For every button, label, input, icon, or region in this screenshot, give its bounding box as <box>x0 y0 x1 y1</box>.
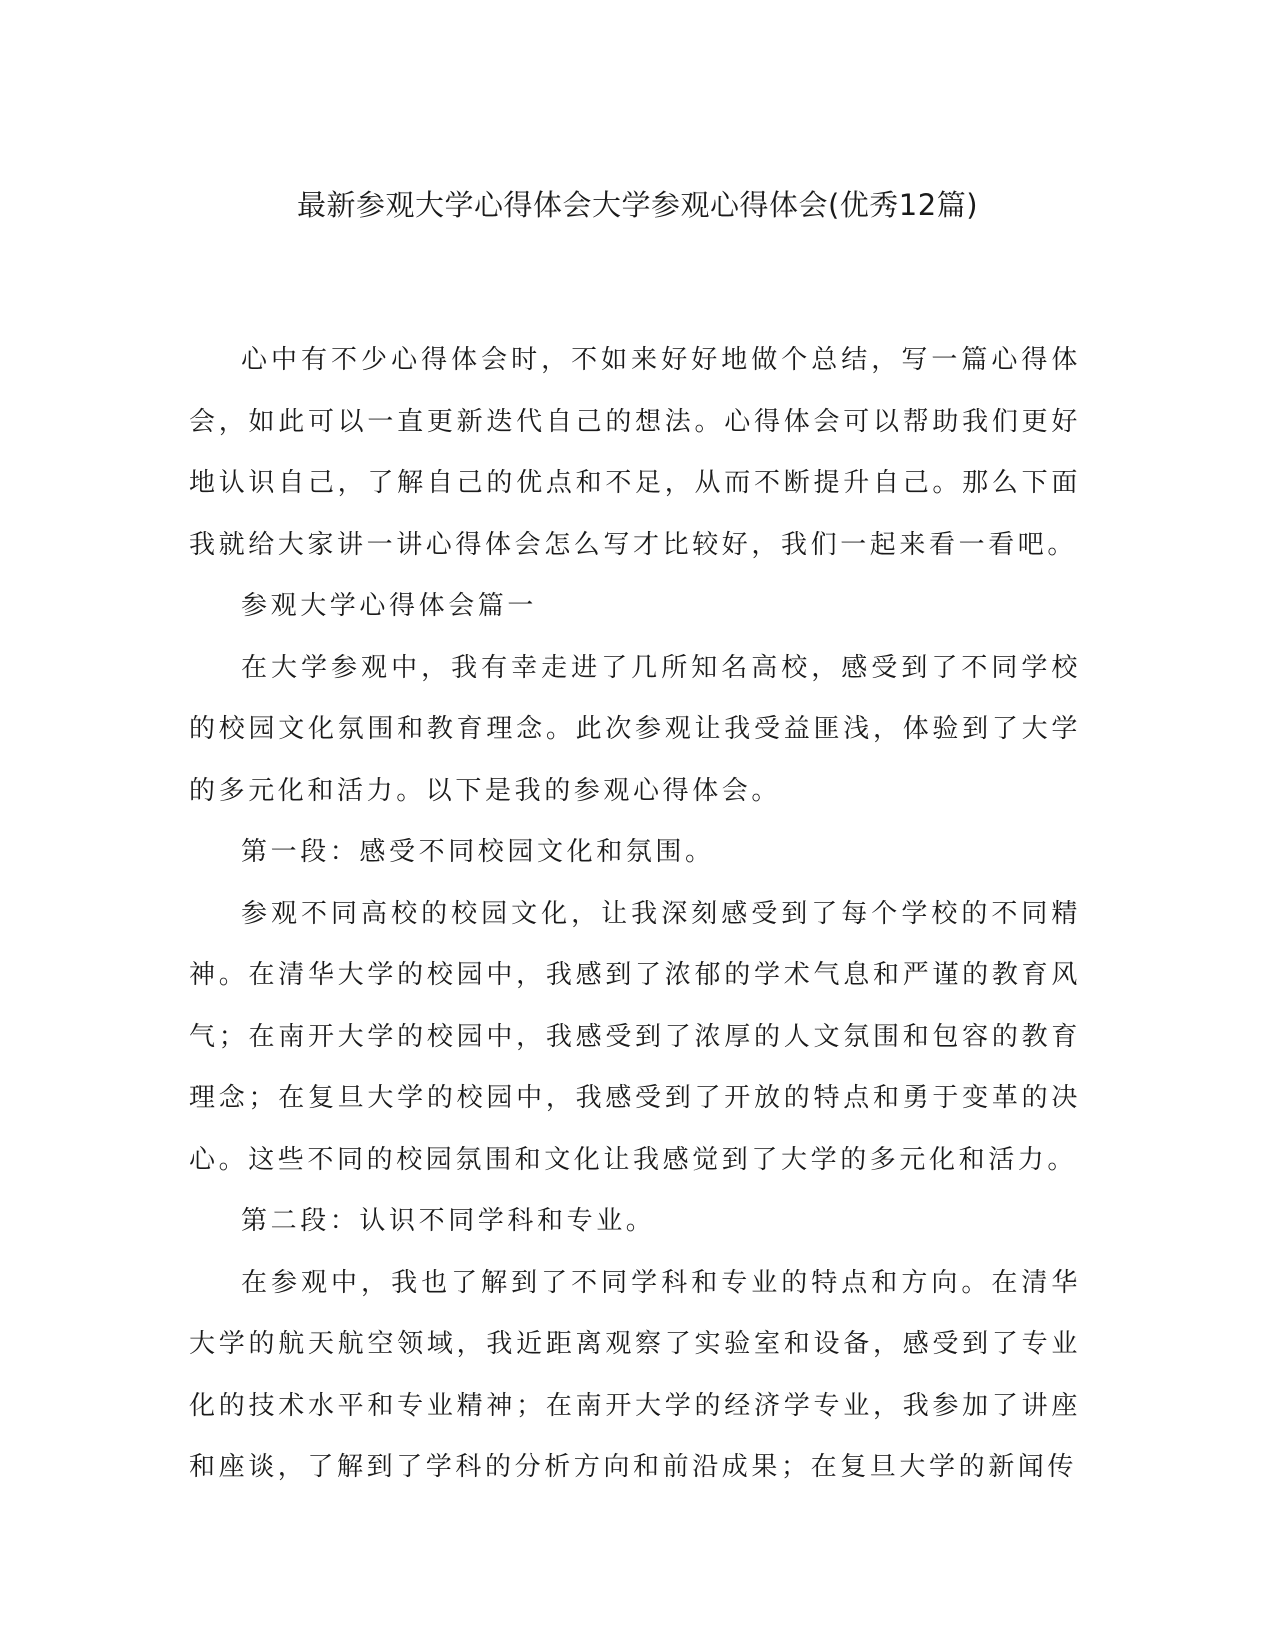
document-body <box>189 330 1081 1499</box>
paragraph: 在大学参观中，我有幸走进了几所知名高校，感受到了不同学校的校园文化氛围和教育理念。此次参观让我受益匪浅，体验到了大学的多元化和活力。以下是我的参观心得体会。 <box>189 652 1081 806</box>
paragraph: 在参观中，我也了解到了不同学科和专业的特点和方向。在清华大学的航天航空领域，我近距离观察了实验室和设备，感受到了专业化的技术水平和专业精神；在南开大学的经济学专业，我参加了讲座和座谈，了解到了学科的分析方向和前沿成果；在复旦大学的新闻传 <box>189 1267 1081 1482</box>
subheading-first-section: 第一段：感受不同校园文化和氛围。 <box>241 837 715 867</box>
section-heading-part-one: 参观大学心得体会篇一 <box>241 591 538 621</box>
paragraph: 参观不同高校的校园文化，让我深刻感受到了每个学校的不同精神。在清华大学的校园中，我感到了浓郁的学术气息和严谨的教育风气；在南开大学的校园中，我感受到了浓厚的人文氛围和包容的教育理念；在复旦大学的校园中，我感受到了开放的特点和勇于变革的决心。这些不同的校园氛围和文化让我感觉到了大学的多元化和活力。 <box>189 898 1081 1175</box>
subheading-second-section: 第二段：认识不同学科和专业。 <box>241 1206 656 1236</box>
paragraph-intro: 心中有不少心得体会时，不如来好好地做个总结，写一篇心得体会，如此可以一直更新迭代自己的想法。心得体会可以帮助我们更好地认识自己，了解自己的优点和不足，从而不断提升自己。那么下面我就给大家讲一讲心得体会怎么写才比较好，我们一起来看一看吧。 <box>189 345 1081 560</box>
document-title: 最新参观大学心得体会大学参观心得体会(优秀12篇) <box>296 188 979 222</box>
